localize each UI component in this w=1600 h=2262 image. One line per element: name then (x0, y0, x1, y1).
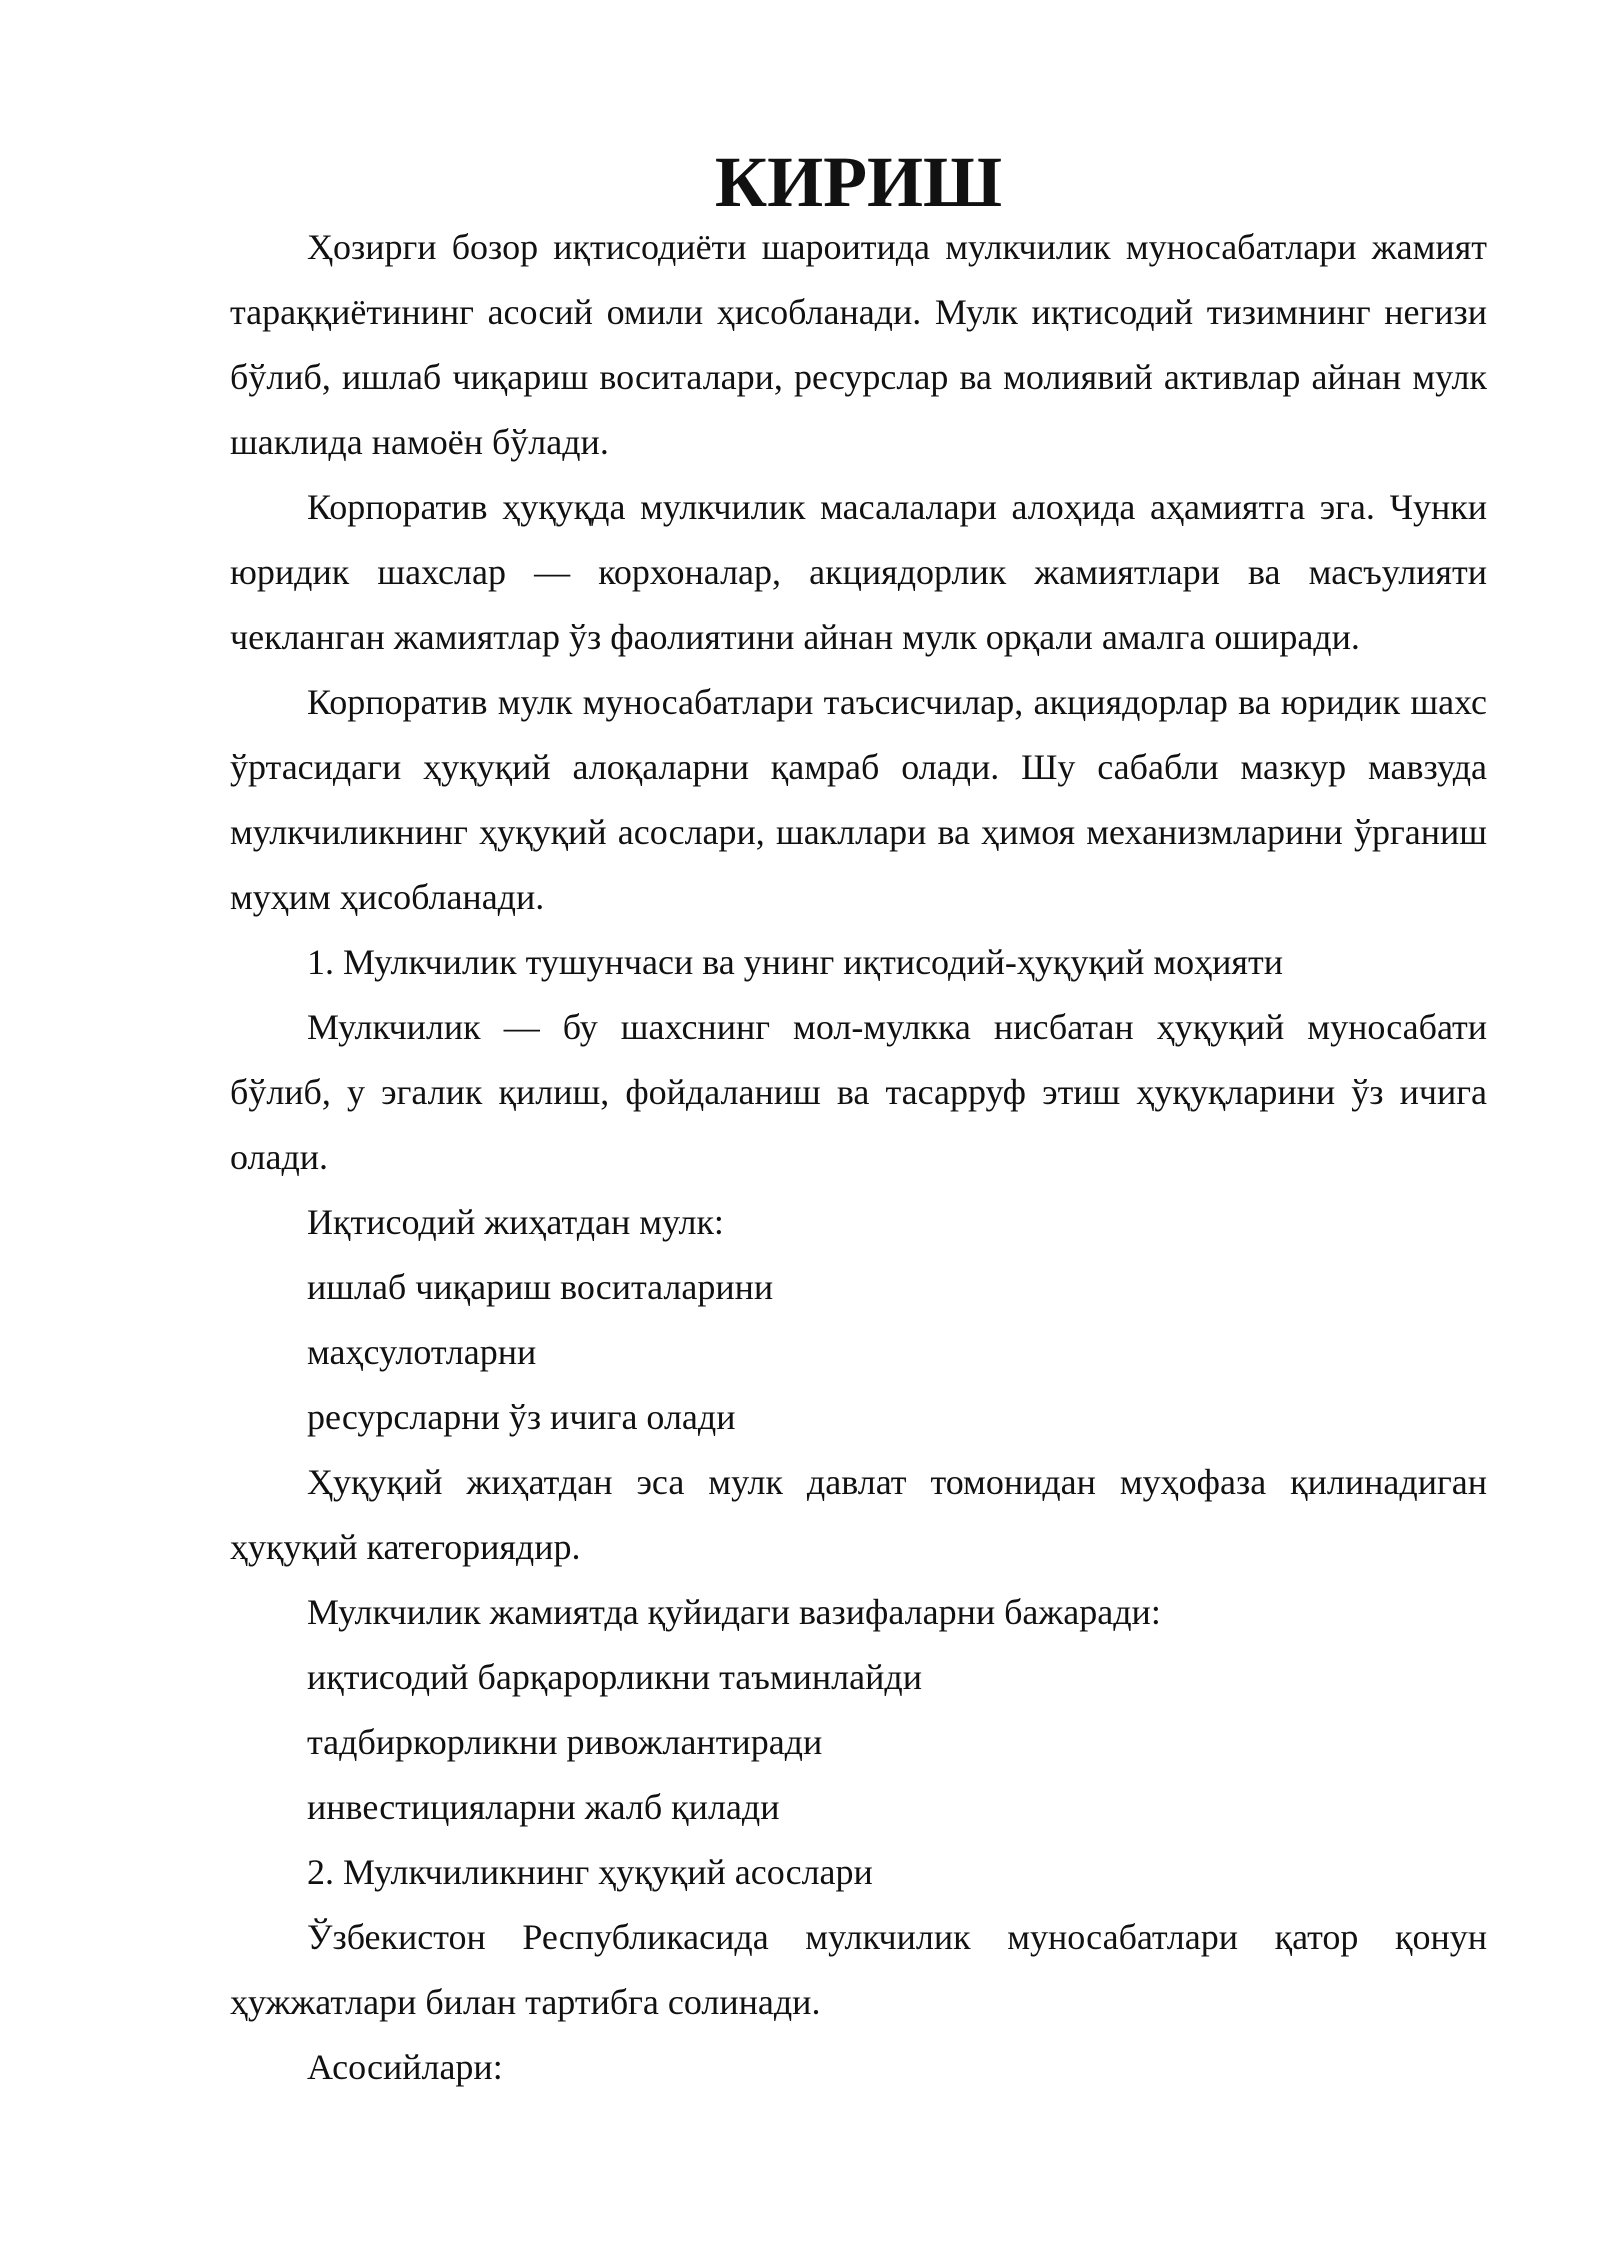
paragraph-legal-aspect: Ҳуқуқий жиҳатдан эса мулк давлат томонидан муҳофаза қилинадиган ҳуқуқий категориядир. (230, 1462, 1487, 1567)
paragraph-intro: Ҳозирги бозор иқтисодиёти шароитида мулкчилик муносабатлари жамият тараққиётининг асосий омили ҳисобланади. Мулк иқтисодий тизимнинг негизи бўлиб, ишлаб чиқариш воситалари, ресурслар ва молиявий активлар айнан мулк шаклида намоён бўлади. (230, 227, 1487, 462)
paragraph-definition: Мулкчилик — бу шахснинг мол-мулкка нисбатан ҳуқуқий муносабати бўлиб, у эгалик қилиш, фойдаланиш ва тасарруф этиш ҳуқуқларини ўз ичига олади. (230, 1007, 1487, 1177)
document-title: КИРИШ (714, 142, 1003, 222)
document-body (230, 142, 1487, 2100)
list-intro-functions: Мулкчилик жамиятда қуйидаги вазифаларни бажаради: (307, 1592, 1161, 1632)
section-heading-2: 2. Мулкчиликнинг ҳуқуқий асослари (307, 1852, 873, 1892)
section-heading-1: 1. Мулкчилик тушунчаси ва унинг иқтисодий-ҳуқуқий моҳияти (307, 942, 1283, 982)
paragraph-corporate-law: Корпоратив ҳуқуқда мулкчилик масалалари алоҳида аҳамиятга эга. Чунки юридик шахслар — корхоналар, акциядорлик жамиятлари ва масъулияти чекланган жамиятлар ўз фаолиятини айнан мулк орқали амалга оширади. (230, 487, 1487, 657)
list-item: ресурсларни ўз ичига олади (307, 1397, 736, 1437)
list-item: инвестицияларни жалб қилади (307, 1787, 780, 1827)
list-item: иқтисодий барқарорликни таъминлайди (307, 1657, 922, 1697)
paragraph-legislation: Ўзбекистон Республикасида мулкчилик муносабатлари қатор қонун ҳужжатлари билан тартибга солинади. (230, 1917, 1487, 2022)
list-intro-economic: Иқтисодий жиҳатдан мулк: (307, 1202, 724, 1242)
list-item: тадбиркорликни ривожлантиради (307, 1722, 823, 1762)
paragraph-corporate-property: Корпоратив мулк муносабатлари таъсисчилар, акциядорлар ва юридик шахс ўртасидаги ҳуқуқий алоқаларни қамраб олади. Шу сабабли мазкур мавзуда мулкчиликнинг ҳуқуқий асослари, шакллари ва ҳимоя механизмларини ўрганиш муҳим ҳисобланади. (230, 682, 1487, 917)
list-item: маҳсулотларни (307, 1332, 537, 1372)
list-item: ишлаб чиқариш воситаларини (307, 1267, 774, 1307)
list-intro-main: Асосийлари: (307, 2047, 503, 2087)
